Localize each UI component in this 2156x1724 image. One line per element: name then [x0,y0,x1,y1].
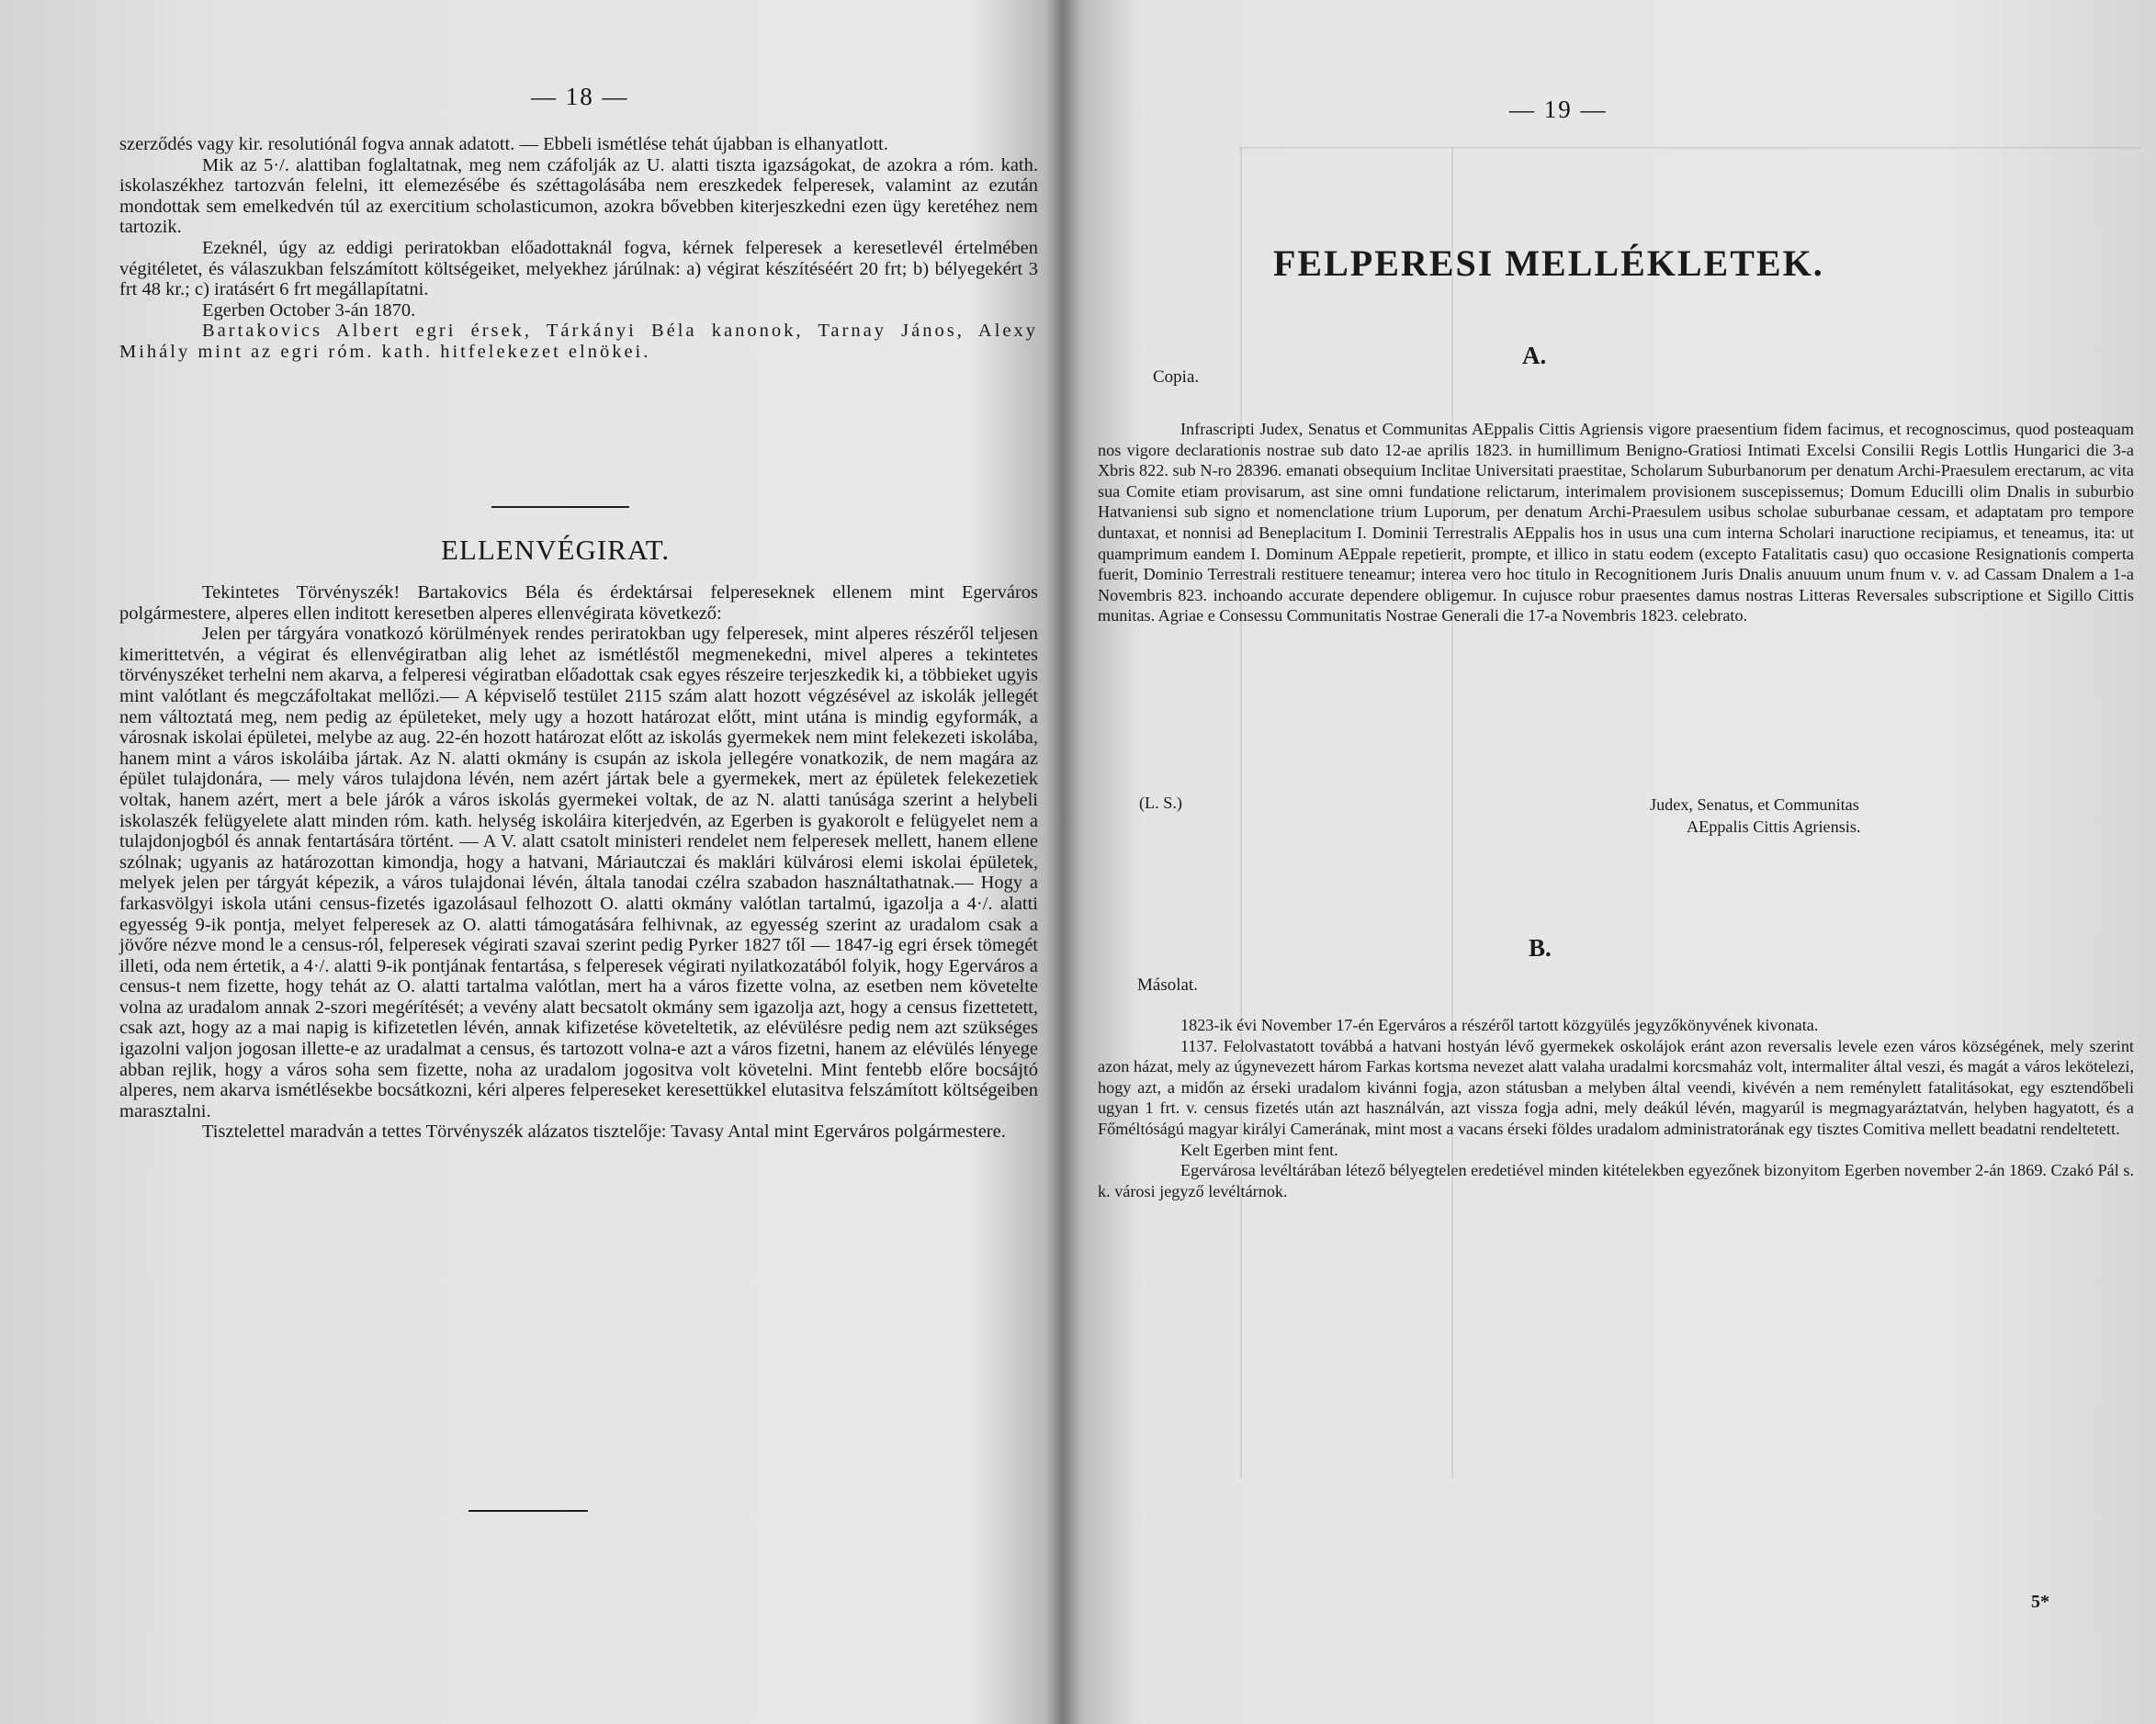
page-number-left: — 18 — [531,83,629,110]
left-text-bottom [119,582,1038,1143]
paragraph: Ezeknél, úgy az eddigi periratokban előadottaknál fogva, kérnek felperesek a keresetlevél értelmében végitéletet, és válaszukban felszámított költségeiket, melyekhez járúlnak: a) végirat készítéséért 20 frt; b) bélyegekért 3 frt 48 kr.; c) iratásért 6 frt megállapítatni. [119,237,1038,300]
divider-rule [468,1510,588,1512]
folio-mark: 5* [2031,1592,2049,1612]
paragraph: Egerben October 3-án 1870. [202,299,416,321]
paragraph: Kelt Egerben mint fent. [1180,1140,1338,1159]
divider-rule [491,506,629,508]
right-page [1066,0,2156,1724]
left-text-top [119,134,1038,363]
paragraph: 1823-ik évi November 17-én Egerváros a részéről tartott közgyülés jegyzőkönyvének kivonata. [1180,1016,1819,1034]
copy-label: Másolat. [1137,975,1198,995]
signature-line: Judex, Senatus, et Communitas [1650,795,1859,814]
paragraph: 1137. Felolvastatott továbbá a hatvani hostyán lévő gyermekek oskolájok eránt azon reversalis levele ezen város községének, mely szerint azon házat, mely az úgynevezett három Farkas kortsma nevezet alatt valaha uradalmi korcsmaház volt, intermaliter által veszi, és magát a város lekötelezi, hogy azt, a midőn az érseki uradalom kivánni fogja, azon státusban a melyben által veendi, kivévén a nem reménylett fatalitásokat, egy esztendőbeli ugyan 1 frt. v. census fizetés után azt használván, azt vissza fogja adni, mely deákúl lévén, magyarúl is megmagyaráztatván, helyben hagyatott, és a Főméltóságú magyar királyi Camerának, mint most a vacans érseki földes uradalom administratorának egy tisztes Comitiva mellett beadatni rendeltetett. [1098,1036,2134,1138]
paragraph: Tisztelettel maradván a tettes Törvényszék alázatos tisztelője: Tavasy Antal mint Egerváros polgármestere. [202,1121,1006,1143]
paragraph: Tekintetes Törvényszék! Bartakovics Béla és érdektársai felpereseknek ellenem mint Egerváros polgármestere, alperes ellen inditott keresetben alperes ellenvégirata következő: [119,582,1038,624]
show-through-line [1240,147,1242,1479]
paragraph: szerződés vagy kir. resolutiónál fogva annak adatott. — Ebbeli ismétlése tehát újabban is elhanyatlott. [119,134,888,154]
signature-line: AEppalis Cittis Agriensis. [1687,817,1861,836]
page-title: FELPERESI MELLÉKLETEK. [1273,242,1824,284]
section-letter-a: A. [1522,342,1547,369]
signature-block [1650,794,1860,838]
paragraph: Mik az 5·/. alattiban foglaltatnak, meg nem czáfolják az U. alatti tiszta igazságokat, de azokra a róm. kath. iskolaszékhez tartozván felelni, itt elemezésébe és széttagolásába nem ereszkedek felperesek, valamint az ezután mondottak sem emelkedvén túl az exercitium scholasticumon, azokra bővebben kiterjeszkedni ezen ügy keretéhez nem tartozik. [119,154,1038,238]
show-through-line [1240,147,2140,149]
paragraph-signatories: Bartakovics Albert egri érsek, Tárkányi Béla kanonok, Tarnay János, Alexy Mihály mint az egri róm. kath. hitfelekezet elnökei. [119,321,1038,362]
page-number-right: — 19 — [1509,96,1608,123]
section-letter-b: B. [1529,934,1552,962]
section-a-text [1098,419,2134,626]
paragraph: Jelen per tárgyára vonatkozó körülmények rendes periratokban ugy felperesek, mint alperes részéről teljesen kimerittetvén, a végirat és ellenvégiratban alig lehet az ismétléstől megmenekedni, mivel alperes a tekintetes törvényszéket terhelni nem akarva, a felperesi végiratban előadottak csak egyes részeire terjeszkedik ki, a többieket ugyis mint valótlant és megczáfoltakat mellőzi.— A képviselő testület 2115 szám alatt hozott végzésével az iskolák jellegét nem változtatá meg, nem pedig az épületeket, mely ugy a hozott határozat előtt, mint utána is mindig egyformák, a városnak iskolai épületei, melybe az aug. 22-én hozott határozat előtt az iskolás gyermekek nem mint felekezeti iskolába, hanem mint a város iskoláiba jártak. Az N. alatti okmány is csupán az iskola jellegére vonatkozik, de nem magára az épület tulajdonára, — mely város tulajdona lévén, nem azért jártak bele a gyermekek, mert az épületek felekezetiek voltak, hanem azért, mert a bele járók a város iskolás gyermekei voltak, de az N. alatti tanúsága szerint a helybeli iskolaszék felügyelete alatt minden róm. kath. helység iskoláira kiterjedvén, az Egerben is gyakorolt e felügyelet nem a tulajdonjogból és annak fentartására történt. — A V. alatt csatolt ministeri rendelet nem felperesek mellett, hanem ellene szólnak; ugyanis az határozottan kimondja, hogy a hatvani, Máriautczai és maklári külvárosi elemi iskolai épületek, melyek jelen per tárgyát képezik, a város tulajdonai lévén, általa tanodai czélra szabadon használtathatnak.— Hogy a farkasvölgyi iskola utáni census-fizetés igazolásaul felhozott O. alatti okmány valótlan tartalmú, igazolja a 4·/. alatti egyesség 9-ik pontja, melyet felperesek az O. alatti támogatására felhivnak, az egyesség szerint az uradalom csak a jövőre nézve mond le a census-ról, felperesek végirati szavai szerint pedig Pyrker 1827 től — 1847-ig egri érsek tömegét illeti, oda nem értetik, a 4·/. alatti 9-ik pontjának fentartása, s felperesek végirati nyilatkozatából folyik, hogy Egerváros a census-t nem fizette, hogy tehát az O. alatti tartalma valótlan, mert ha a város fizette volna, az esetben nem követelte volna az uradalom annak 2-szori megérítését; a vevény alatt becsatolt okmány sem igazolja azt, hogy a census fizettetett, csak azt, hogy az a mai napig is kifizetetlen lévén, annak kifizetése követeltetik, az elévülésre pedig nem azt szükséges igazolni valjon jogosan illette-e az uradalmat a census, és tartozott volna-e azt a város fizetni, hanem az elévülés lényege abban rejlik, hogy a város soha sem fizette, noha az uradalom jogositva volt követelni. Mint fentebb előre bocsájtó alperes, nem akarva ismétlésekbe bocsátkozni, kéri alperes felpereseket keresettükkel elutasitva felszámított költségeiben marasztalni. [119,624,1038,1121]
seal-mark: (L. S.) [1139,794,1182,812]
left-page [0,0,1066,1724]
show-through-line [1451,147,1453,1479]
copy-label: Copia. [1153,367,1200,387]
section-title: ELLENVÉGIRAT. [441,534,671,566]
section-b-text [1098,1015,2134,1201]
paragraph: Egervárosa levéltárában létező bélyegtelen eredetiével minden kitételekben egyezőnek bizonyitom Egerben november 2-án 1869. Czakó Pál s. k. városi jegyző levéltárnok. [1098,1161,2134,1200]
paragraph: Infrascripti Judex, Senatus et Communitas AEppalis Cittis Agriensis vigore praesentium fidem facimus, et recognoscimus, quod posteaquam nos vigore declarationis nostrae sub dato 12-ae aprilis 1823. in humillimum Benigno-Gratiosi Intimati Excelsi Consilii Regis Lottlis Hungarici die 3-a Xbris 822. sub N-ro 28396. emanati obsequium Inclitae Universitati praestitae, Scholarum Suburbanorum per denatum Archi-Praesulem erectarum, ac vita sua Comite etiam provisarum, ast sine omni fundatione relictarum, interimalem provisionem suscepissemus; Domum Educilli olim Dnalis in suburbio Hatvaniensi sub signo et nomenclatione trium Luporum, per denatum Archi-Praesulem usibus scholae suburbanae cessam, et adaptatam pro tempore duntaxat, et nonnisi ad Beneplacitum I. Dominii Terrestralis AEppalis hos in usus una cum interna Scholari inaructione recipiamus, et teneamus, ita: ut quamprimum eandem I. Dominum AEppale repetierit, prompte, et illico in statu eodem (excepto Fatalitatis casu) quo occasione Resignationis comperta fuerit, Dominio Terrestrali restituere teneamur; interea vero hoc titulo in Recognitionem Juris Dnalis anuuum unum fnum v. v. ad Cassam Dnalem a 1-a Novembris 823. inchoando accurate dependere obligemur. In cujusce robur praesentes damus nostras Litteras Reversales subscriptione et Sigillo Cittis munitas. Agriae e Consessu Communitatis Nostrae Generali die 17-a Novembris 1823. celebrato. [1098,420,2134,625]
